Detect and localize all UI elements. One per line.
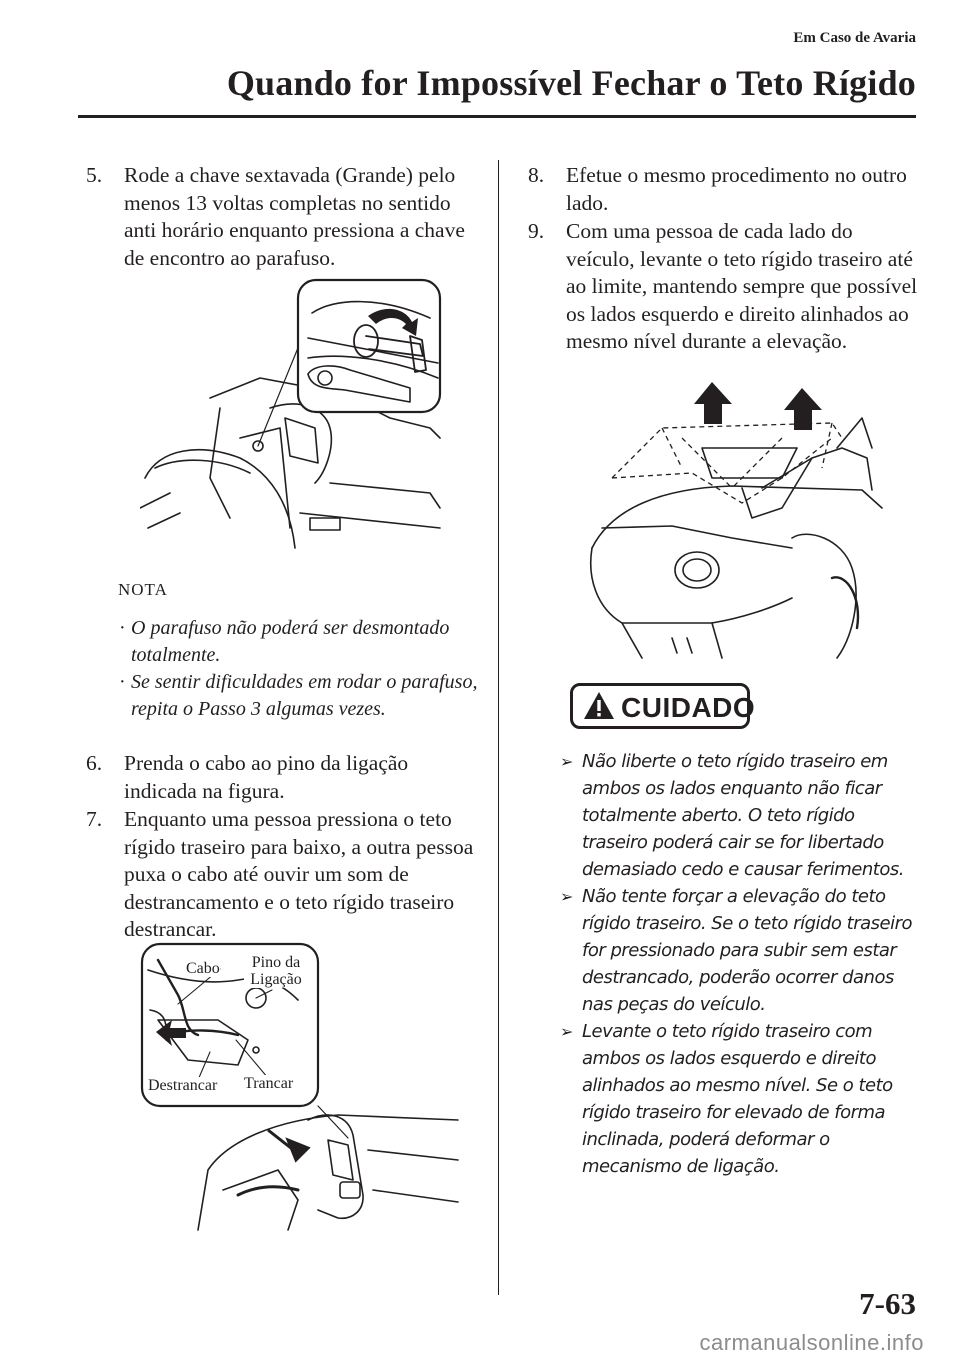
arrow-bullet-icon: ➢ (560, 752, 573, 771)
step-7 (86, 806, 476, 944)
bullet-icon: · (119, 617, 126, 639)
caution-text: Não liberte o teto rígido traseiro em ambos os lados enquanto não ficar totalmente aberto. O teto rígido traseiro poderá cair se for libertado demasiado cedo e causar ferimentos. (582, 751, 904, 880)
section-label: Em Caso de Avaria (793, 30, 916, 46)
label-destrancar: Destrancar (148, 1077, 218, 1094)
detail-inset (298, 280, 440, 412)
label-cabo: Cabo (186, 960, 220, 977)
nota-text: Se sentir dificuldades em rodar o parafuso, repita o Passo 3 algumas vezes. (131, 671, 478, 720)
tail-light (675, 552, 719, 588)
pointer-arrow-icon (268, 1130, 308, 1160)
step-text: Efetue o mesmo procedimento no outro lado. (566, 163, 907, 215)
step-number: 7. (86, 807, 103, 831)
label-pino-da-ligacao: Pino da Ligação (244, 954, 308, 988)
caution-badge (570, 683, 756, 729)
step-number: 6. (86, 751, 103, 775)
step-text: Enquanto uma pessoa pressiona o teto rígido traseiro para baixo, a outra pessoa puxa o cabo até ouvir um som de destrancamento e o teto rígido traseiro destrancar. (124, 807, 474, 941)
step-number: 5. (86, 163, 103, 187)
up-arrow-icon (694, 382, 732, 424)
hardtop-pillar (308, 1115, 363, 1218)
hardtop-pillar (270, 404, 331, 483)
watermark: carmanualsonline.info (699, 1330, 924, 1355)
page-title: Quando for Impossível Fechar o Teto Rígido (226, 63, 916, 103)
step-text: Rode a chave sextavada (Grande) pelo menos 13 voltas completas no sentido anti horário enquanto pressiona a chave de encontro ao parafuso. (124, 163, 465, 270)
arrow-bullet-icon: ➢ (560, 887, 573, 906)
warning-icon (583, 690, 615, 722)
step-5 (86, 162, 476, 272)
caution-item (560, 1018, 925, 1180)
caution-item (560, 883, 925, 1018)
step-9 (528, 218, 918, 356)
arrow-bullet-icon: ➢ (560, 1022, 573, 1041)
step-6 (86, 750, 476, 805)
hex-key-illustration (140, 278, 445, 558)
label-trancar: Trancar (244, 1075, 294, 1092)
caution-text: Levante o teto rígido traseiro com ambos os lados esquerdo e direito alinhados ao mesmo nível. Se o teto rígido traseiro for elevado de forma inclinada, poderá deformar o mecanismo de ligação. (582, 1021, 893, 1177)
nota-item (119, 669, 479, 723)
column-divider (498, 160, 499, 1295)
step-number: 8. (528, 163, 545, 187)
step-8 (528, 162, 918, 217)
page-number: 7-63 (859, 1286, 916, 1321)
raised-hardtop-outline (612, 423, 842, 478)
nota-item (119, 615, 479, 669)
step-number: 9. (528, 219, 545, 243)
step-text: Prenda o cabo ao pino da ligação indicada na figura. (124, 751, 409, 803)
nota-text: O parafuso não poderá ser desmontado totalmente. (131, 617, 450, 666)
header-rule (78, 115, 916, 118)
caution-label: CUIDADO (621, 692, 756, 723)
bullet-icon: · (119, 671, 126, 693)
raise-hardtop-illustration (582, 378, 884, 662)
caution-item (560, 748, 925, 883)
nota-label: NOTA (118, 580, 168, 599)
caution-text: Não tente forçar a elevação do teto rígido traseiro. Se o teto rígido traseiro for pressionado para subir sem estar destrancado, poderão ocorrer danos nas peças do veículo. (582, 886, 913, 1015)
step-text: Com uma pessoa de cada lado do veículo, levante o teto rígido traseiro até ao limite, mantendo sempre que possível os lados esquerdo e direito alinhados ao mesmo nível durante a elevação. (566, 219, 918, 353)
